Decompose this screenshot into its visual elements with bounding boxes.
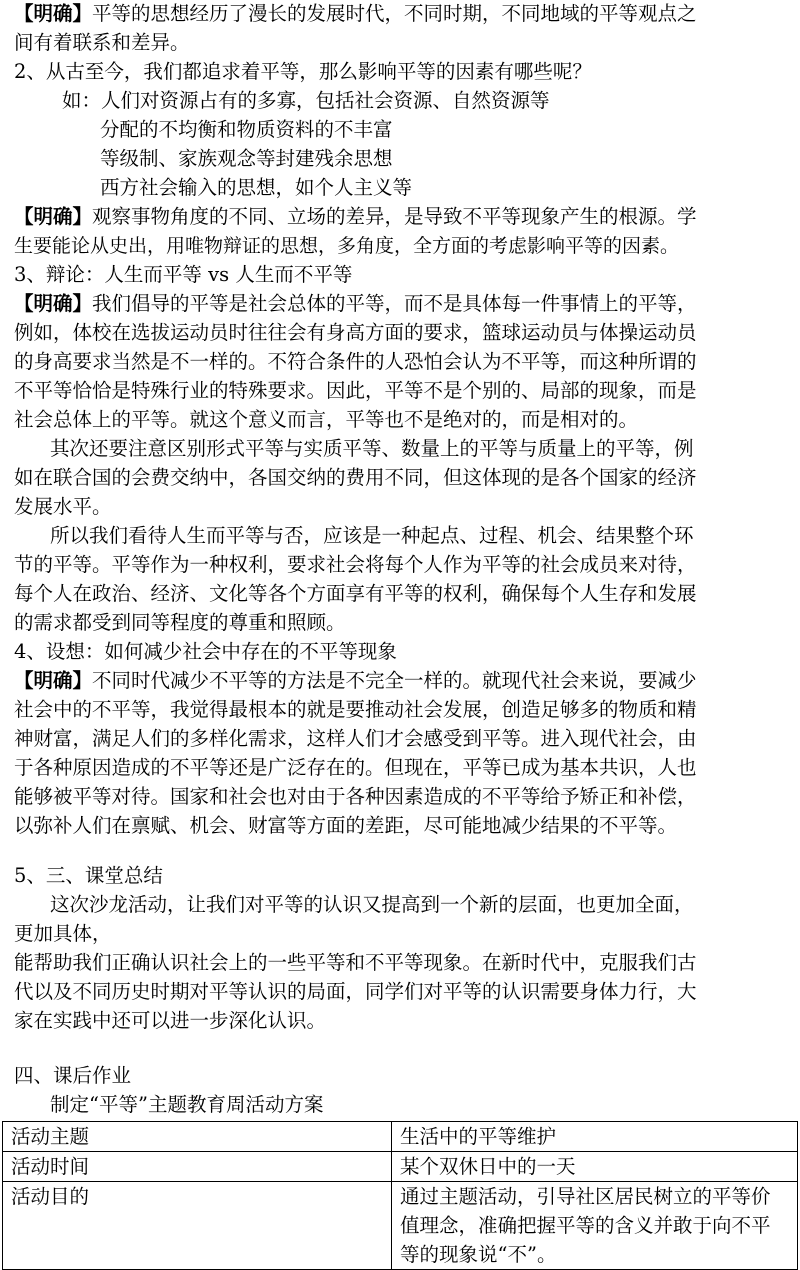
text-line: 节的平等。平等作为一种权利，要求社会将每个人作为平等的社会成员来对待， xyxy=(14,553,697,576)
text-line xyxy=(14,0,697,28)
text-line xyxy=(14,290,697,318)
text-line: 间有着联系和差异。 xyxy=(14,31,190,54)
example-line: 分配的不均衡和物质资料的不丰富 xyxy=(100,118,393,141)
text-line: 每个人在政治、经济、文化等各个方面享有平等的权利，确保每个人生存和发展 xyxy=(14,582,697,605)
line-text: 我们倡导的平等是社会总体的平等，而不是具体每一件事情上的平等， xyxy=(92,292,697,315)
activity-plan-table xyxy=(2,1121,798,1270)
example-line: 西方社会输入的思想，如个人主义等 xyxy=(100,176,413,199)
paragraph-start: 其次还要注意区别形式平等与实质平等、数量上的平等与质量上的平等，例 xyxy=(50,437,694,460)
line-text: 不同时代减少不平等的方法是不完全一样的。就现代社会来说，要减少 xyxy=(92,669,697,692)
paragraph-start: 这次沙龙活动，让我们对平等的认识又提高到一个新的层面，也更加全面， xyxy=(50,893,694,916)
table-cell-value: 生活中的平等维护 xyxy=(392,1122,798,1152)
text-line: 发展水平。 xyxy=(14,495,112,518)
table-row xyxy=(3,1182,798,1270)
text-line: 社会总体上的平等。就这个意义而言，平等也不是绝对的，而是相对的。 xyxy=(14,408,639,431)
section-heading: 5、三、课堂总结 xyxy=(14,864,163,887)
clarify-tag: 【明确】 xyxy=(14,2,93,25)
section-heading: 3、辩论：人生而平等 vs 人生而不平等 xyxy=(14,263,353,286)
table-cell-label: 活动时间 xyxy=(3,1152,392,1182)
line-text: 观察事物角度的不同、立场的差异，是导致不平等现象产生的根源。学 xyxy=(92,205,697,228)
example-line: 如：人们对资源占有的多寡，包括社会资源、自然资源等 xyxy=(62,89,550,112)
table-caption: 制定“平等”主题教育周活动方案 xyxy=(50,1093,324,1116)
table-cell-label: 活动主题 xyxy=(3,1122,392,1152)
text-line: 的需求都受到同等程度的尊重和照顾。 xyxy=(14,611,346,634)
text-line: 社会中的不平等，我觉得最根本的就是要推动社会发展，创造足够多的物质和精 xyxy=(14,698,697,721)
line-text: 平等的思想经历了漫长的发展时代，不同时期，不同地域的平等观点之 xyxy=(92,2,697,25)
clarify-tag: 【明确】 xyxy=(14,292,93,315)
text-line: 不平等恰恰是特殊行业的特殊要求。因此，平等不是个别的、局部的现象，而是 xyxy=(14,379,697,402)
section-heading: 2、从古至今，我们都追求着平等，那么影响平等的因素有哪些呢？ xyxy=(14,60,592,83)
table-row xyxy=(3,1122,798,1152)
text-line: 代以及不同历史时期对平等认识的局面，同学们对平等的认识需要身体力行，大 xyxy=(14,980,697,1003)
table-cell-label: 活动目的 xyxy=(3,1182,392,1270)
text-line: 能够被平等对待。国家和社会也对由于各种因素造成的不平等给予矫正和补偿， xyxy=(14,785,697,808)
paragraph-start: 所以我们看待人生而平等与否，应该是一种起点、过程、机会、结果整个环 xyxy=(50,524,694,547)
table-cell-value: 某个双休日中的一天 xyxy=(392,1152,798,1182)
section-heading: 四、课后作业 xyxy=(14,1064,132,1087)
clarify-tag: 【明确】 xyxy=(14,205,93,228)
clarify-tag: 【明确】 xyxy=(14,669,93,692)
text-line: 于各种原因造成的不平等还是广泛存在的。但现在，平等已成为基本共识，人也 xyxy=(14,756,697,779)
text-line: 更加具体， xyxy=(14,922,112,945)
section-heading: 4、设想：如何减少社会中存在的不平等现象 xyxy=(14,640,397,663)
text-line: 生要能论从史出，用唯物辩证的思想，多角度，全方面的考虑影响平等的因素。 xyxy=(14,235,680,257)
text-line: 以弥补人们在禀赋、机会、财富等方面的差距，尽可能地减少结果的不平等。 xyxy=(14,814,678,837)
text-line xyxy=(14,203,697,231)
text-line xyxy=(14,667,697,695)
text-line: 的身高要求当然是不一样的。不符合条件的人恐怕会认为不平等，而这种所谓的 xyxy=(14,350,697,373)
example-line: 等级制、家族观念等封建残余思想 xyxy=(100,147,393,170)
table-cell-value: 通过主题活动，引导社区居民树立的平等价值理念，准确把握平等的含义并敢于向不平等的现象说“不”。 xyxy=(392,1182,798,1270)
table-row xyxy=(3,1152,798,1182)
text-line: 能帮助我们正确认识社会上的一些平等和不平等现象。在新时代中，克服我们古 xyxy=(14,951,697,974)
text-line: 如在联合国的会费交纳中，各国交纳的费用不同，但这体现的是各个国家的经济 xyxy=(14,466,697,489)
text-line: 例如，体校在选拔运动员时往往会有身高方面的要求，篮球运动员与体操运动员 xyxy=(14,321,697,344)
text-line: 神财富，满足人们的多样化需求，这样人们才会感受到平等。进入现代社会，由 xyxy=(14,727,697,750)
text-line: 家在实践中还可以进一步深化认识。 xyxy=(14,1009,327,1032)
